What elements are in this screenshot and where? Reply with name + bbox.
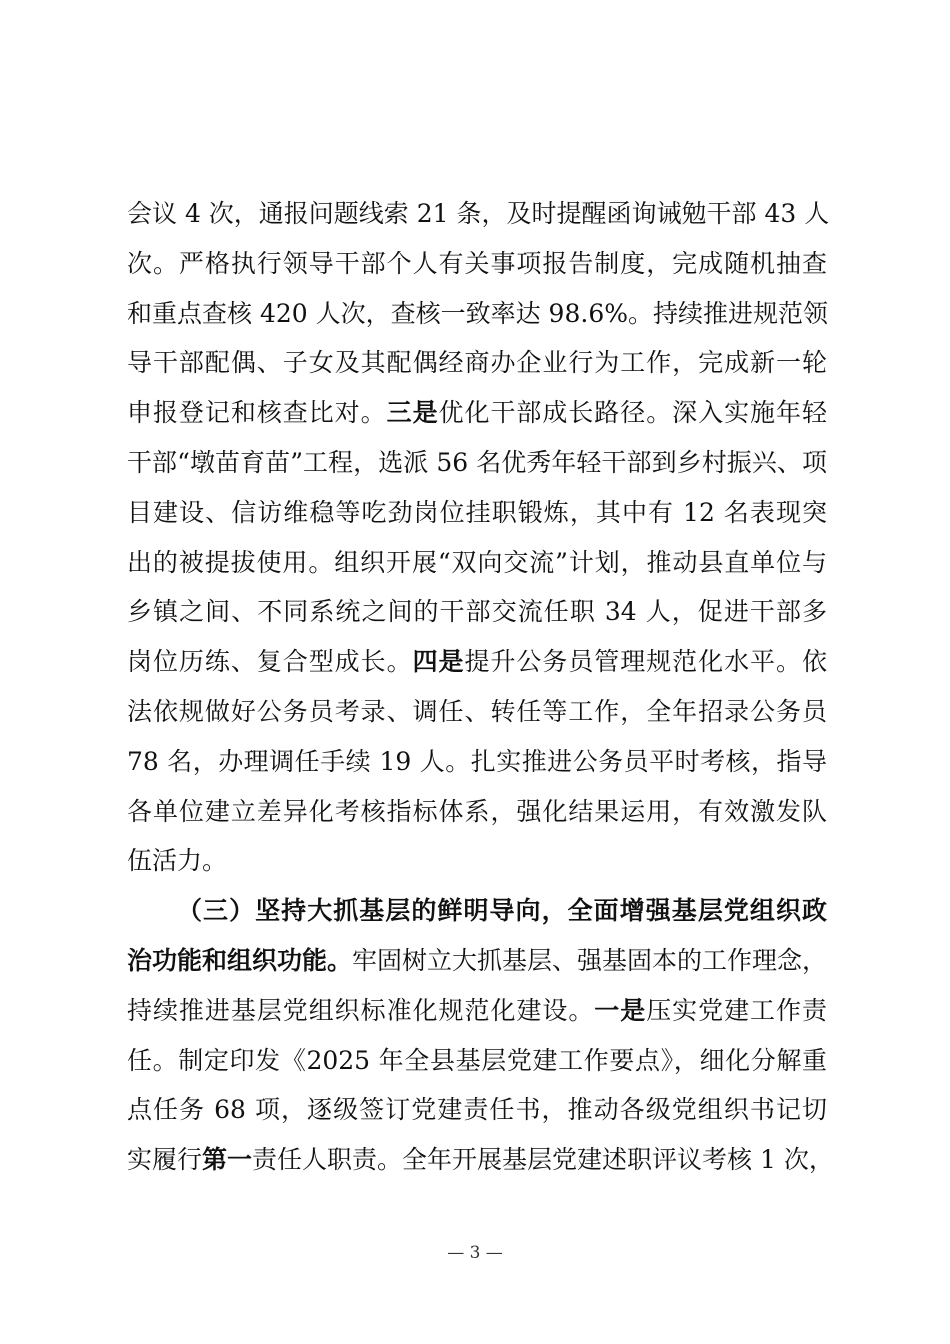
bold-text-segment: 四是	[412, 647, 465, 677]
text-line	[127, 488, 827, 538]
text-line	[127, 836, 827, 886]
text-line	[127, 239, 827, 289]
text-segment: 干部“墩苗育苗”工程，选派 56 名优秀年轻干部到乡村振兴、项	[127, 447, 827, 477]
text-line	[127, 986, 827, 1036]
bold-text-segment: 第一	[202, 1145, 253, 1175]
text-segment: 提升公务员管理规范化水平。依	[464, 647, 827, 677]
text-segment: 任。制定印发《2025 年全县基层党建工作要点》，细化分解重	[127, 1045, 827, 1075]
bold-text-segment: （三）坚持大抓基层的鲜明导向，全面增强基层党组织政	[177, 896, 827, 926]
text-segment: 78 名，办理调任手续 19 人。扎实推进公务员平时考核，指导	[127, 746, 827, 776]
bold-text-segment: 一是	[594, 995, 647, 1025]
text-segment: 导干部配偶、子女及其配偶经商办企业行为工作，完成新一轮	[127, 348, 827, 378]
text-line	[127, 787, 827, 837]
text-line	[127, 936, 827, 986]
text-line	[127, 1085, 827, 1135]
bold-text-segment: 三是	[386, 398, 439, 428]
text-line	[127, 438, 827, 488]
text-segment: 乡镇之间、不同系统之间的干部交流任职 34 人，促进干部多	[127, 597, 827, 627]
text-segment: 和重点查核 420 人次，查核一致率达 98.6%。持续推进规范领	[127, 298, 828, 328]
text-segment: 法依规做好公务员考录、调任、转任等工作，全年招录公务员	[127, 696, 827, 726]
text-line	[127, 587, 827, 637]
text-segment: 牢固树立大抓基层、强基固本的工作理念，	[352, 945, 828, 975]
text-segment: 持续推进基层党组织标准化规范化建设。	[127, 995, 595, 1025]
document-body	[127, 189, 834, 1185]
text-segment: 各单位建立差异化考核指标体系，强化结果运用，有效激发队	[127, 796, 827, 826]
text-segment: 压实党建工作责	[646, 995, 827, 1025]
text-segment: 优化干部成长路径。深入实施年轻	[438, 398, 827, 428]
text-line	[127, 538, 827, 588]
text-segment: 责任人职责。全年开展基层党建述职评议考核 1 次，	[252, 1145, 834, 1175]
page-number: — 3 —	[447, 1243, 503, 1263]
text-line	[127, 637, 827, 687]
text-segment: 目建设、信访维稳等吃劲岗位挂职锻炼，其中有 12 名表现突	[127, 497, 827, 527]
text-segment: 出的被提拔使用。组织开展“双向交流”计划，推动县直单位与	[127, 547, 827, 577]
text-segment: 次。严格执行领导干部个人有关事项报告制度，完成随机抽查	[127, 248, 827, 278]
text-line	[127, 338, 827, 388]
text-line	[127, 737, 827, 787]
text-line	[127, 886, 827, 936]
text-segment: 会议 4 次，通报问题线索 21 条，及时提醒函询诫勉干部 43 人	[127, 199, 830, 228]
text-line	[127, 289, 827, 339]
text-line	[127, 189, 830, 239]
bold-text-segment: 治功能和组织功能。	[127, 945, 353, 975]
text-segment: 点任务 68 项，逐级签订党建责任书，推动各级党组织书记切	[127, 1095, 827, 1125]
text-segment: 实履行	[127, 1145, 203, 1175]
text-line	[127, 687, 827, 737]
text-segment: 伍活力。	[127, 846, 228, 876]
text-line	[127, 388, 827, 438]
text-segment: 岗位历练、复合型成长。	[127, 647, 413, 677]
text-segment: 申报登记和核查比对。	[127, 398, 387, 428]
text-line	[127, 1036, 827, 1086]
text-line	[127, 1135, 834, 1185]
